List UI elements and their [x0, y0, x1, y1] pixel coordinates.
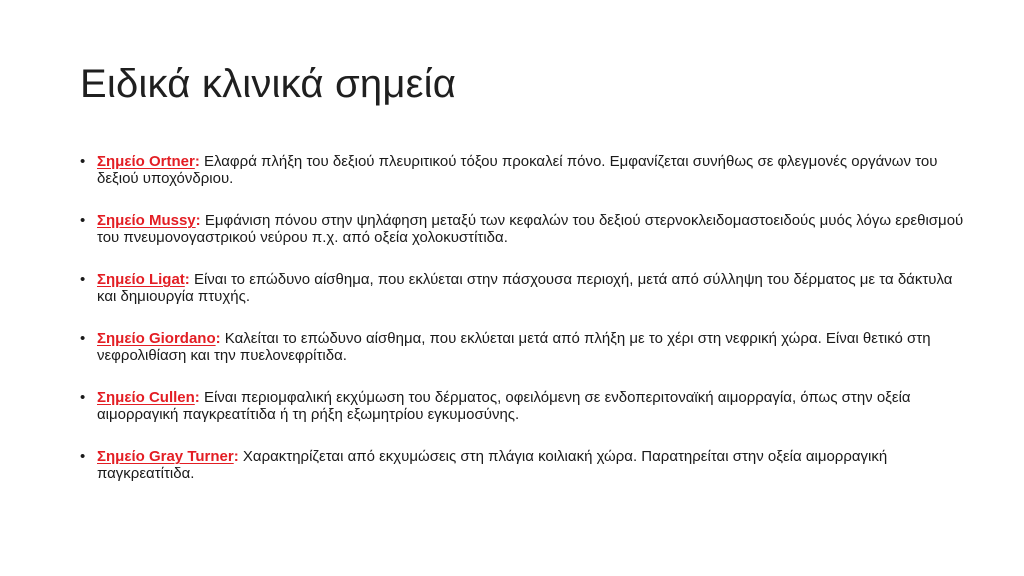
term-colon: : [215, 330, 221, 347]
bullet-icon: • [80, 389, 86, 406]
sign-description: Είναι το επώδυνο αίσθημα, που εκλύεται στην πάσχουσα περιοχή, μετά από σύλληψη του δέρματος με τα δάκτυλα και δημιουργία πτυχής. [97, 271, 953, 305]
slide-title: Ειδικά κλινικά σημεία [80, 62, 457, 106]
sign-description: Καλείται το επώδυνο αίσθημα, που εκλύεται μετά από πλήξη με το χέρι στη νεφρική χώρα. Είναι θετικό στη νεφρολιθίαση και την πυελονεφρίτιδα. [97, 330, 931, 364]
sign-term: Σημείο Mussy [97, 212, 196, 229]
sign-term: Σημείο Ortner [97, 153, 195, 170]
term-colon: : [194, 389, 200, 406]
list-item [80, 330, 970, 364]
list-item [80, 153, 970, 187]
list-item [80, 389, 970, 423]
bullet-icon: • [80, 330, 86, 347]
sign-term: Σημείο Giordano [97, 330, 216, 347]
sign-description: Χαρακτηρίζεται από εκχυμώσεις στη πλάγια κοιλιακή χώρα. Παρατηρείται στην οξεία αιμορραγική παγκρεατίτιδα. [97, 448, 888, 482]
term-colon: : [233, 448, 239, 465]
list-item [80, 448, 970, 482]
list-item [80, 212, 970, 246]
sign-description: Ελαφρά πλήξη του δεξιού πλευριτικού τόξου προκαλεί πόνο. Εμφανίζεται συνήθως σε φλεγμονές οργάνων του δεξιού υποχόνδριου. [97, 153, 938, 187]
sign-description: Εμφάνιση πόνου στην ψηλάφηση μεταξύ των κεφαλών του δεξιού στερνοκλειδομαστοειδούς μυός λόγω ερεθισμού του πνευμονογαστρικού νεύρου π.χ. από οξεία χολοκυστίτιδα. [97, 212, 964, 246]
sign-term: Σημείο Ligat [97, 271, 185, 288]
sign-description: Είναι περιομφαλική εκχύμωση του δέρματος, οφειλόμενη σε ενδοπεριτοναϊκή αιμορραγία, όπως στην οξεία αιμορραγική παγκρεατίτιδα ή τη ρήξη εξωμητρίου εγκυμοσύνης. [97, 389, 911, 423]
bullet-icon: • [80, 271, 86, 288]
bullet-list [80, 153, 970, 507]
bullet-icon: • [80, 153, 86, 170]
bullet-icon: • [80, 448, 86, 465]
term-colon: : [194, 153, 200, 170]
term-colon: : [195, 212, 201, 229]
list-item [80, 271, 970, 305]
sign-term: Σημείο Cullen [97, 389, 195, 406]
sign-term: Σημείο Gray Turner [97, 448, 234, 465]
term-colon: : [184, 271, 190, 288]
bullet-icon: • [80, 212, 86, 229]
